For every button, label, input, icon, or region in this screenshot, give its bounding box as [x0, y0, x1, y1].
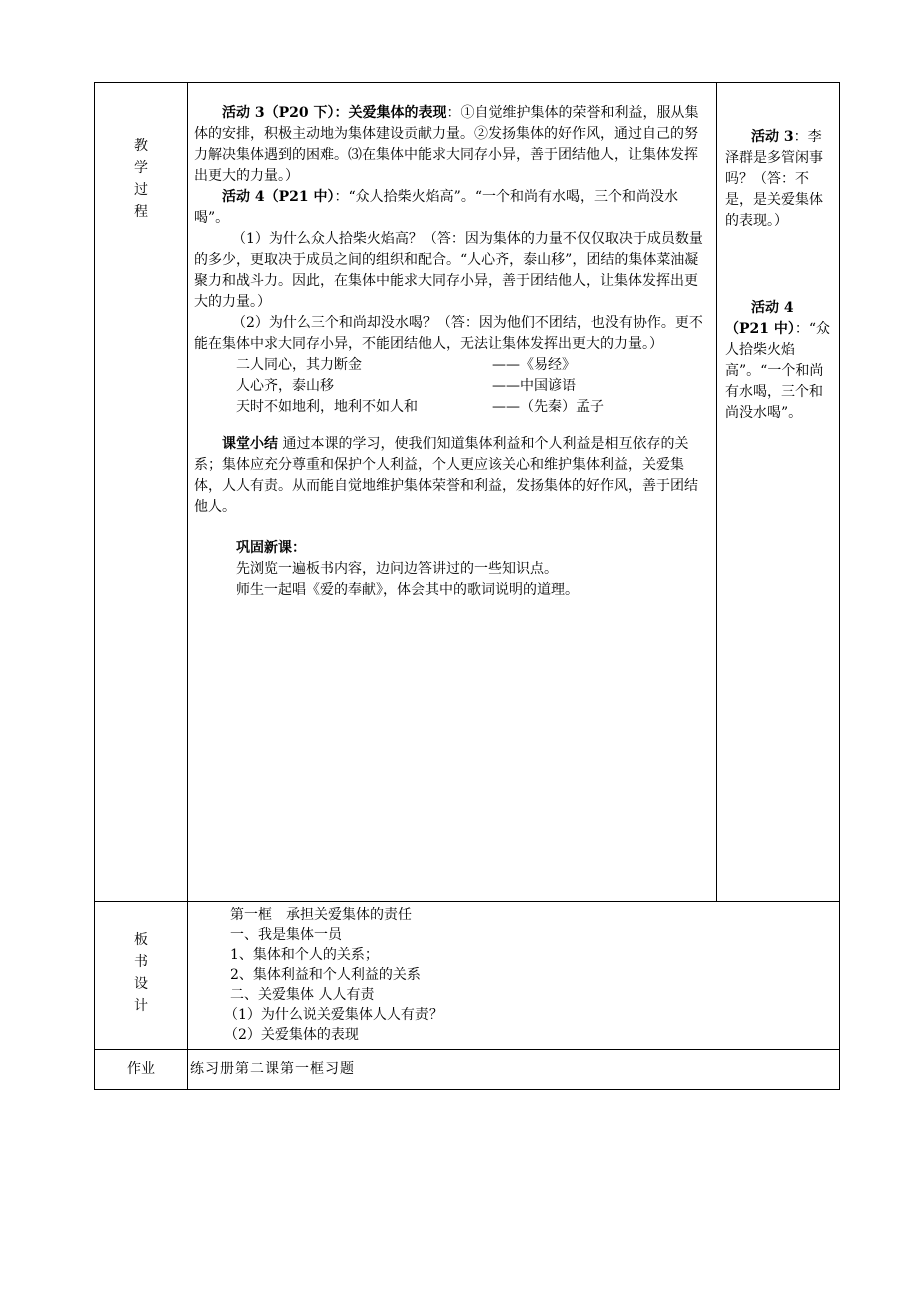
summary-paragraph: [194, 434, 710, 518]
process-label-char: 学: [134, 160, 148, 176]
process-label-char: 教: [134, 138, 148, 154]
process-label: [95, 135, 187, 223]
consolidate-line: 先浏览一遍板书内容，边问边答讲过的一些知识点。: [236, 561, 558, 577]
activity-3-title: 活动 3（P20 下）：关爱集体的表现: [222, 105, 447, 121]
activity-3-paragraph: [194, 103, 710, 187]
board-line: 第一框 承担关爱集体的责任: [230, 907, 412, 923]
board-line: 二、关爱集体 人人有责: [230, 987, 375, 1003]
board-content: [188, 905, 839, 1049]
activity-4-text: ：“众人拾柴火焰高”。“一个和尚有水喝，三个和尚没水喝”。: [194, 189, 678, 226]
quote-source: ——（先秦）孟子: [492, 399, 604, 415]
quote-row: [194, 376, 710, 397]
side-activity-4-title: 活动 4（P21 中）: [725, 300, 795, 337]
process-content: [188, 103, 716, 601]
quote-text: 二人同心，其力断金: [236, 357, 362, 373]
question-2: （2）为什么三个和尚却没水喝？（答：因为他们不团结，也没有协作。更不能在集体中求大同存小异，不能团结他人，无法让集体发挥出更大的力量。）: [194, 315, 703, 352]
row-divider-board: [95, 1049, 839, 1050]
question-1: （1）为什么众人拾柴火焰高？（答：因为集体的力量不仅仅取决于成员数量的多少，更取决于成员之间的组织和配合。“人心齐，泰山移”，团结的集体菜油凝聚力和战斗力。因此，在集体中能求大同存小异，善于团结他人，让集体发挥出更大的力量。）: [194, 231, 703, 310]
homework-text: 练习册第二课第一框习题: [190, 1061, 355, 1077]
side-activity-3-title: 活动 3: [751, 129, 794, 145]
quote-row: [194, 397, 710, 418]
activity-3-text: ：①自觉维护集体的荣誉和利益，服从集体的安排，积极主动地为集体建设贡献力量。②发扬集体的好作风，通过自己的努力解决集体遇到的困难。⑶在集体中能求大同存小异，善于团结他人，让集体发挥出更大的力量。）: [194, 105, 699, 184]
homework-label: 作业: [127, 1061, 155, 1077]
row-divider-process: [95, 901, 839, 902]
lesson-plan-table: [94, 82, 840, 1090]
quote-source: ——《易经》: [492, 357, 576, 373]
consolidate-title: 巩固新课：: [236, 540, 306, 556]
board-label: [95, 929, 187, 1017]
side-activity-4-text: ：“众人拾柴火焰高”。“一个和尚有水喝，三个和尚没水喝”。: [725, 321, 831, 421]
summary-title: 课堂小结: [222, 436, 278, 452]
quote-row: [194, 355, 710, 376]
side-notes: [717, 127, 839, 424]
quote-source: ——中国谚语: [492, 378, 576, 394]
summary-text: 通过本课的学习，使我们知道集体利益和个人利益是相互依存的关系；集体应充分尊重和保护个人利益，个人更应该关心和维护集体利益，关爱集体，人人有责。从而能自觉地维护集体荣誉和利益，发扬集体的好作风，善于团结他人。: [194, 436, 698, 515]
process-label-char: 程: [134, 204, 148, 220]
activity-4-title: 活动 4（P21 中）: [222, 189, 335, 205]
board-line: （2）关爱集体的表现: [224, 1027, 359, 1043]
board-label-char: 计: [134, 998, 148, 1014]
consolidate-line: 师生一起唱《爱的奉献》，体会其中的歌词说明的道理。: [236, 582, 579, 598]
side-activity-3-text: ：李泽群是多管闲事吗？（答：不是，是关爱集体的表现。）: [725, 129, 823, 229]
board-line: （1）为什么说关爱集体人人有责？: [224, 1007, 443, 1023]
process-label-char: 过: [134, 182, 148, 198]
board-label-char: 板: [134, 932, 148, 948]
board-line: 1、集体和个人的关系；: [230, 947, 379, 963]
quote-text: 天时不如地利，地利不如人和: [236, 399, 418, 415]
activity-4-paragraph: [194, 187, 710, 229]
board-line: 2、集体利益和个人利益的关系: [230, 967, 421, 983]
board-label-char: 书: [134, 954, 148, 970]
board-label-char: 设: [134, 976, 148, 992]
board-line: 一、我是集体一员: [230, 927, 342, 943]
quote-text: 人心齐，泰山移: [236, 378, 334, 394]
